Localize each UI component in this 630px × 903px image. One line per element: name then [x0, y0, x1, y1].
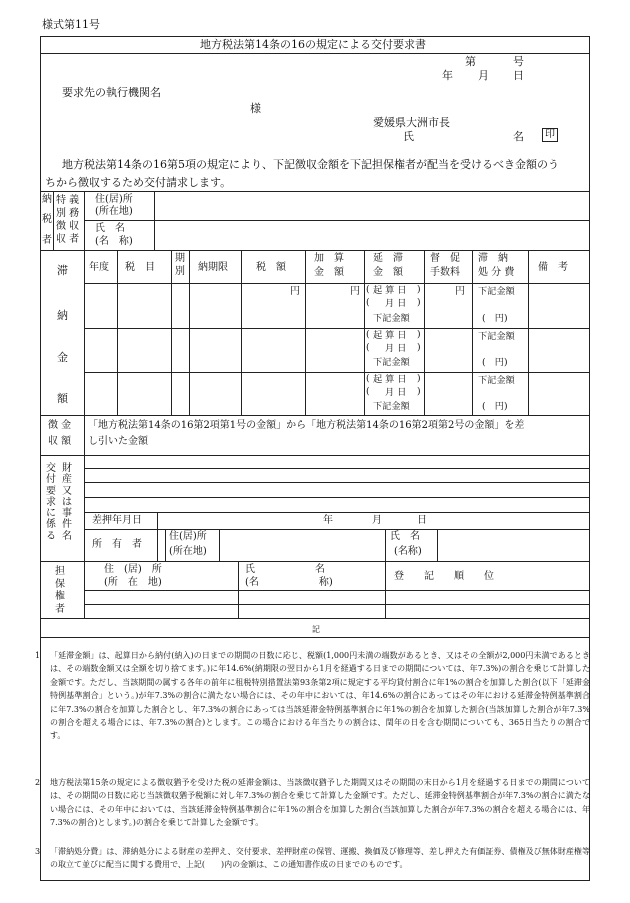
issuer-shi: 氏 — [403, 130, 414, 143]
bracket-label-3: 起 算 日 — [373, 374, 407, 385]
ki-marker: 記 — [312, 625, 320, 634]
bracket-close-2: ) — [417, 329, 421, 340]
owner-address-sub: (所在地) — [169, 546, 207, 557]
issuer-mei: 名 — [513, 130, 524, 143]
special-label-d: 収 者 — [56, 234, 80, 245]
security-address-sub: (所 在 地) — [104, 577, 162, 588]
note-2: 地方税法第15条の規定による徴収猶予を受けた税の延滞金額は、当該徴収猶予した期間又はその期間の末日から1月を経過する日までの期間については、その期間の日数に応じ当該徴収猶予税額に対し年7.3%の割合を乗じて計算した金額です。ただし、延滞金特例基準割合が年7.3%の割合に満たない場合には、その年中においては、当該延滞金特例基準割合に年1%の割合を加算した割合(当該加算した割合が年7.3%の割合を超える場合には、年7.3%の割合)とします。)の割合を乗じて計算した金額です。 — [50, 778, 590, 828]
col-late-2: 金 額 — [373, 267, 403, 278]
collection-text-1: 「地方税法第14条の16第2項第1号の金額」から「地方税法第14条の16第2項第2号の金額」を差 — [88, 420, 525, 431]
owner-label: 所 有 者 — [92, 539, 142, 550]
col-disposal-2: 処 分 費 — [478, 267, 515, 278]
issuer-name: 愛媛県大洲市長 — [373, 116, 450, 129]
owner-name-label: 氏 名 — [390, 531, 420, 542]
col-tax: 税 額 — [256, 262, 286, 273]
disposal-below-1: 下記金額 — [478, 286, 515, 297]
taxpayer-name-label: 氏 名 — [95, 223, 125, 234]
number-suffix: 号 — [513, 55, 524, 68]
taxpayer-brace — [53, 192, 83, 249]
below-amount-1: 下記金額 — [373, 313, 410, 324]
form-title: 地方税法第14条の16の規定による交付要求書 — [200, 38, 426, 51]
bracket-open-3b: ( — [366, 386, 370, 397]
bracket-close-1: ) — [417, 284, 421, 295]
delinquent-side-3: 金 — [57, 351, 68, 364]
collection-label-2: 収 額 — [48, 436, 72, 447]
owner-name-sub: (名称) — [394, 546, 422, 557]
addition-yen: 円 — [350, 286, 360, 297]
bracket-open-2: ( — [366, 329, 370, 340]
reminder-yen: 円 — [455, 286, 465, 297]
bracket-label-1: 起 算 日 — [373, 285, 407, 296]
delinquent-side-4: 額 — [57, 392, 68, 405]
collection-text-2: し引いた金額 — [88, 436, 148, 447]
col-disposal-1: 滞 納 — [478, 253, 508, 264]
delinquent-side-2: 納 — [57, 309, 68, 322]
intro-line-2: ちから徴収するため交付請求します。 — [45, 176, 232, 189]
bracket-md-3: 月 日 — [385, 387, 407, 398]
col-addition-1: 加 算 — [314, 253, 344, 264]
col-item: 税 目 — [125, 262, 155, 273]
col-period-b: 別 — [175, 266, 185, 277]
taxpayer-name-sub: (名 称) — [95, 236, 133, 247]
special-label-c: 徴 収 — [56, 221, 80, 232]
disposal-below-2: 下記金額 — [478, 331, 515, 342]
date-month: 月 — [478, 69, 489, 82]
seizure-day: 日 — [417, 515, 427, 526]
note-3-num: 3 — [35, 847, 41, 856]
bracket-open-2b: ( — [366, 342, 370, 353]
col-reminder-1: 督 促 — [430, 253, 460, 264]
taxpayer-label-1: 納 — [42, 194, 52, 205]
taxpayer-label-2: 税 — [42, 214, 52, 225]
bracket-close-1b: ) — [417, 297, 421, 308]
seal-mark: 印 — [542, 128, 558, 142]
bracket-md-2: 月 日 — [385, 343, 407, 354]
bracket-md-1: 月 日 — [385, 298, 407, 309]
taxpayer-address-label: 住(居)所 — [95, 194, 133, 205]
col-remarks: 備 考 — [538, 262, 568, 273]
bracket-open-1b: ( — [366, 297, 370, 308]
disposal-paren-3: ( 円) — [482, 401, 508, 412]
col-late-1: 延 滞 — [373, 253, 403, 264]
property-label-left: 交付要求に係る — [46, 463, 56, 542]
bracket-close-2b: ) — [417, 342, 421, 353]
security-address: 住 (居) 所 — [104, 564, 162, 575]
delinquent-side-1: 滞 — [57, 264, 68, 277]
taxpayer-label-3: 者 — [42, 235, 52, 246]
disposal-below-3: 下記金額 — [478, 375, 515, 386]
below-amount-3: 下記金額 — [373, 401, 410, 412]
special-label-a: 特 義 — [56, 195, 80, 206]
seizure-year: 年 — [323, 515, 333, 526]
col-period-a: 期 — [175, 253, 185, 264]
col-year: 年度 — [89, 262, 109, 273]
bracket-open-1: ( — [366, 284, 370, 295]
col-reminder-2: 手数料 — [430, 267, 460, 278]
form-number: 様式第11号 — [42, 18, 100, 31]
disposal-paren-2: ( 円) — [482, 357, 508, 368]
bracket-close-3: ) — [417, 373, 421, 384]
security-label: 担保権者 — [55, 566, 65, 615]
seizure-month: 月 — [372, 515, 382, 526]
security-reg: 登 記 順 位 — [394, 571, 494, 582]
note-1-num: 1 — [35, 651, 41, 660]
number-prefix: 第 — [465, 55, 476, 68]
col-addition-2: 金 額 — [314, 267, 344, 278]
bracket-label-2: 起 算 日 — [373, 330, 407, 341]
disposal-paren-1: ( 円) — [482, 313, 508, 324]
owner-address-label: 住(居)所 — [169, 531, 207, 542]
note-1: 「延滞金額」は、起算日から納付(納入)の日までの期間の日数に応じ、税額(1,000円未満の端数があるとき、又はその全額が2,000円未満であるときは、その端数金額又は全額を切り捨てます。)に年14.6%(納期限の翌日から1月を経過する日までの期間については、年7.3%)の割合を乗じて計算した金額です。ただし、当該期間の属する各年の前年に租税特別措置法第93条第2項に規定する平均貸付割合に年1%の割合を加算した割合(以下「延滞金特例基準割合」という。)が年7.3%の割合に満たない場合には、その年中においては、年14.6%の割合にあってはその年における延滞金特例基準割合に年7.3%の割合を加算した割合とし、年7.3%の割合にあっては当該延滞金特例基準割合に年1%の割合を加算した割合(当該加算した割合が年7.3%の割合を超える場合には、年7.3%の割合)とします。この場合における年当たりの割合は、閏年の日を含む期間についても、365日当たりの割合です。 — [50, 651, 590, 741]
bracket-close-3b: ) — [417, 386, 421, 397]
property-label-right: 財産又は事件名 — [62, 463, 72, 542]
taxpayer-address-sub: (所在地) — [95, 206, 133, 217]
tax-yen: 円 — [290, 286, 300, 297]
below-amount-2: 下記金額 — [373, 357, 410, 368]
note-3: 「滞納処分費」は、滞納処分による財産の差押え、交付要求、差押財産の保管、運搬、換価及び修理等、差し押えた有価証券、債権及び無体財産権等の取立て並びに配当に関する費用で、上記( )内の金額は、この通知書作成の日までのものです。 — [50, 847, 590, 870]
security-name-sub: (名 称) — [245, 577, 333, 588]
intro-line-1: 地方税法第14条の16第5項の規定により、下記徴収金額を下記担保権者が配当を受けるべき金額のう — [62, 158, 559, 171]
recipient-sama: 様 — [250, 102, 261, 115]
recipient-label: 要求先の執行機関名 — [62, 86, 161, 99]
security-name: 氏 名 — [245, 564, 325, 575]
date-year: 年 — [442, 69, 453, 82]
bracket-open-3: ( — [366, 373, 370, 384]
special-label-b: 別 務 — [56, 208, 80, 219]
date-day: 日 — [513, 69, 524, 82]
collection-label-1: 徴 金 — [48, 420, 72, 431]
note-2-num: 2 — [35, 778, 41, 787]
seizure-date-label: 差押年月日 — [92, 515, 142, 526]
col-due: 納期限 — [198, 262, 228, 273]
